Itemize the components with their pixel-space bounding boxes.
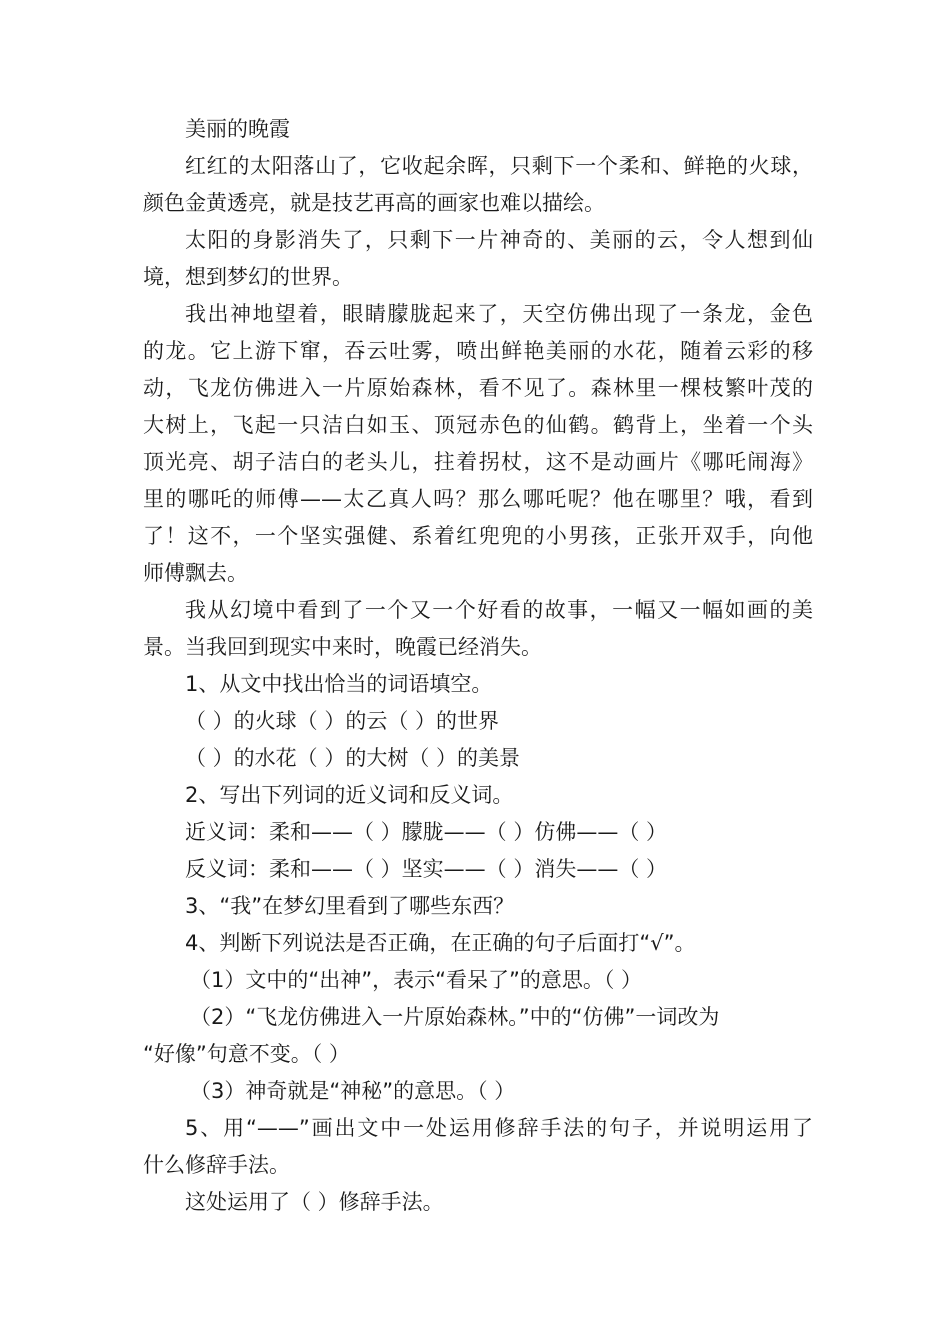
text-line: 颜色金黄透亮，就是技艺再高的画家也难以描绘。 (143, 191, 605, 215)
paragraph-4 (143, 592, 813, 666)
synonym-line: 近义词：柔和——（ ）朦胧——（ ）仿佛——（ ） (185, 820, 668, 844)
question-1 (143, 666, 813, 777)
judgment-item: （1）文中的“出神”，表示“看呆了”的意思。（ ） (190, 968, 643, 992)
question-prompt: 5、用“——”画出文中一处运用修辞手法的句子，并说明运用了 (185, 1116, 813, 1140)
antonym-line: 反义词：柔和——（ ）坚实——（ ）消失——（ ） (185, 857, 668, 881)
question-prompt: 4、判断下列说法是否正确，在正确的句子后面打“√”。 (185, 931, 696, 955)
text-line: 动，飞龙仿佛进入一片原始森林，看不见了。森林里一棵枝繁叶茂的 (143, 376, 813, 400)
text-line: 的龙。它上游下窜，吞云吐雾，喷出鲜艳美丽的水花，随着云彩的移 (143, 339, 813, 363)
question-4 (143, 925, 813, 1110)
fill-blank-line: （ ）的火球（ ）的云（ ）的世界 (185, 709, 500, 733)
article-title: 美丽的晚霞 (185, 117, 290, 141)
text-line: 大树上，飞起一只洁白如玉、顶冠赤色的仙鹤。鹤背上，坐着一个头 (143, 413, 813, 437)
paragraph-1 (143, 148, 813, 222)
question-prompt: 1、从文中找出恰当的词语填空。 (185, 672, 493, 696)
text-line: 太阳的身影消失了，只剩下一片神奇的、美丽的云，令人想到仙 (185, 228, 813, 252)
text-line: 师傅飘去。 (143, 561, 248, 585)
text-line: 我出神地望着，眼睛朦胧起来了，天空仿佛出现了一条龙，金色 (185, 302, 813, 326)
answer-line: 这处运用了（ ）修辞手法。 (185, 1190, 444, 1214)
fill-blank-line: （ ）的水花（ ）的大树（ ）的美景 (185, 746, 521, 770)
question-prompt: 2、写出下列词的近义词和反义词。 (185, 783, 514, 807)
question-2 (143, 777, 813, 888)
text-line: 境，想到梦幻的世界。 (143, 265, 353, 289)
text-line: 顶光亮、胡子洁白的老头儿，拄着拐杖，这不是动画片《哪吒闹海》 (143, 450, 813, 474)
paragraph-2 (143, 222, 813, 296)
text-line: 里的哪吒的师傅——太乙真人吗？那么哪吒呢？他在哪里？哦，看到 (143, 487, 813, 511)
text-line: 红红的太阳落山了，它收起余晖，只剩下一个柔和、鲜艳的火球， (185, 154, 813, 178)
judgment-item-continued: “好像”句意不变。（ ） (143, 1042, 350, 1066)
document-page (143, 111, 813, 1221)
question-prompt: 3、“我”在梦幻里看到了哪些东西？ (185, 894, 515, 918)
question-5 (143, 1110, 813, 1221)
question-prompt-continued: 什么修辞手法。 (143, 1153, 290, 1177)
question-3 (143, 888, 813, 925)
text-line: 景。当我回到现实中来时，晚霞已经消失。 (143, 635, 542, 659)
judgment-item: （3）神奇就是“神秘”的意思。（ ） (190, 1079, 516, 1103)
text-line: 了！这不，一个坚实强健、系着红兜兜的小男孩，正张开双手，向他 (143, 524, 813, 548)
text-line: 我从幻境中看到了一个又一个好看的故事，一幅又一幅如画的美 (185, 598, 813, 622)
paragraph-3 (143, 296, 813, 592)
judgment-item: （2）“飞龙仿佛进入一片原始森林。”中的“仿佛”一词改为 (190, 1005, 720, 1029)
